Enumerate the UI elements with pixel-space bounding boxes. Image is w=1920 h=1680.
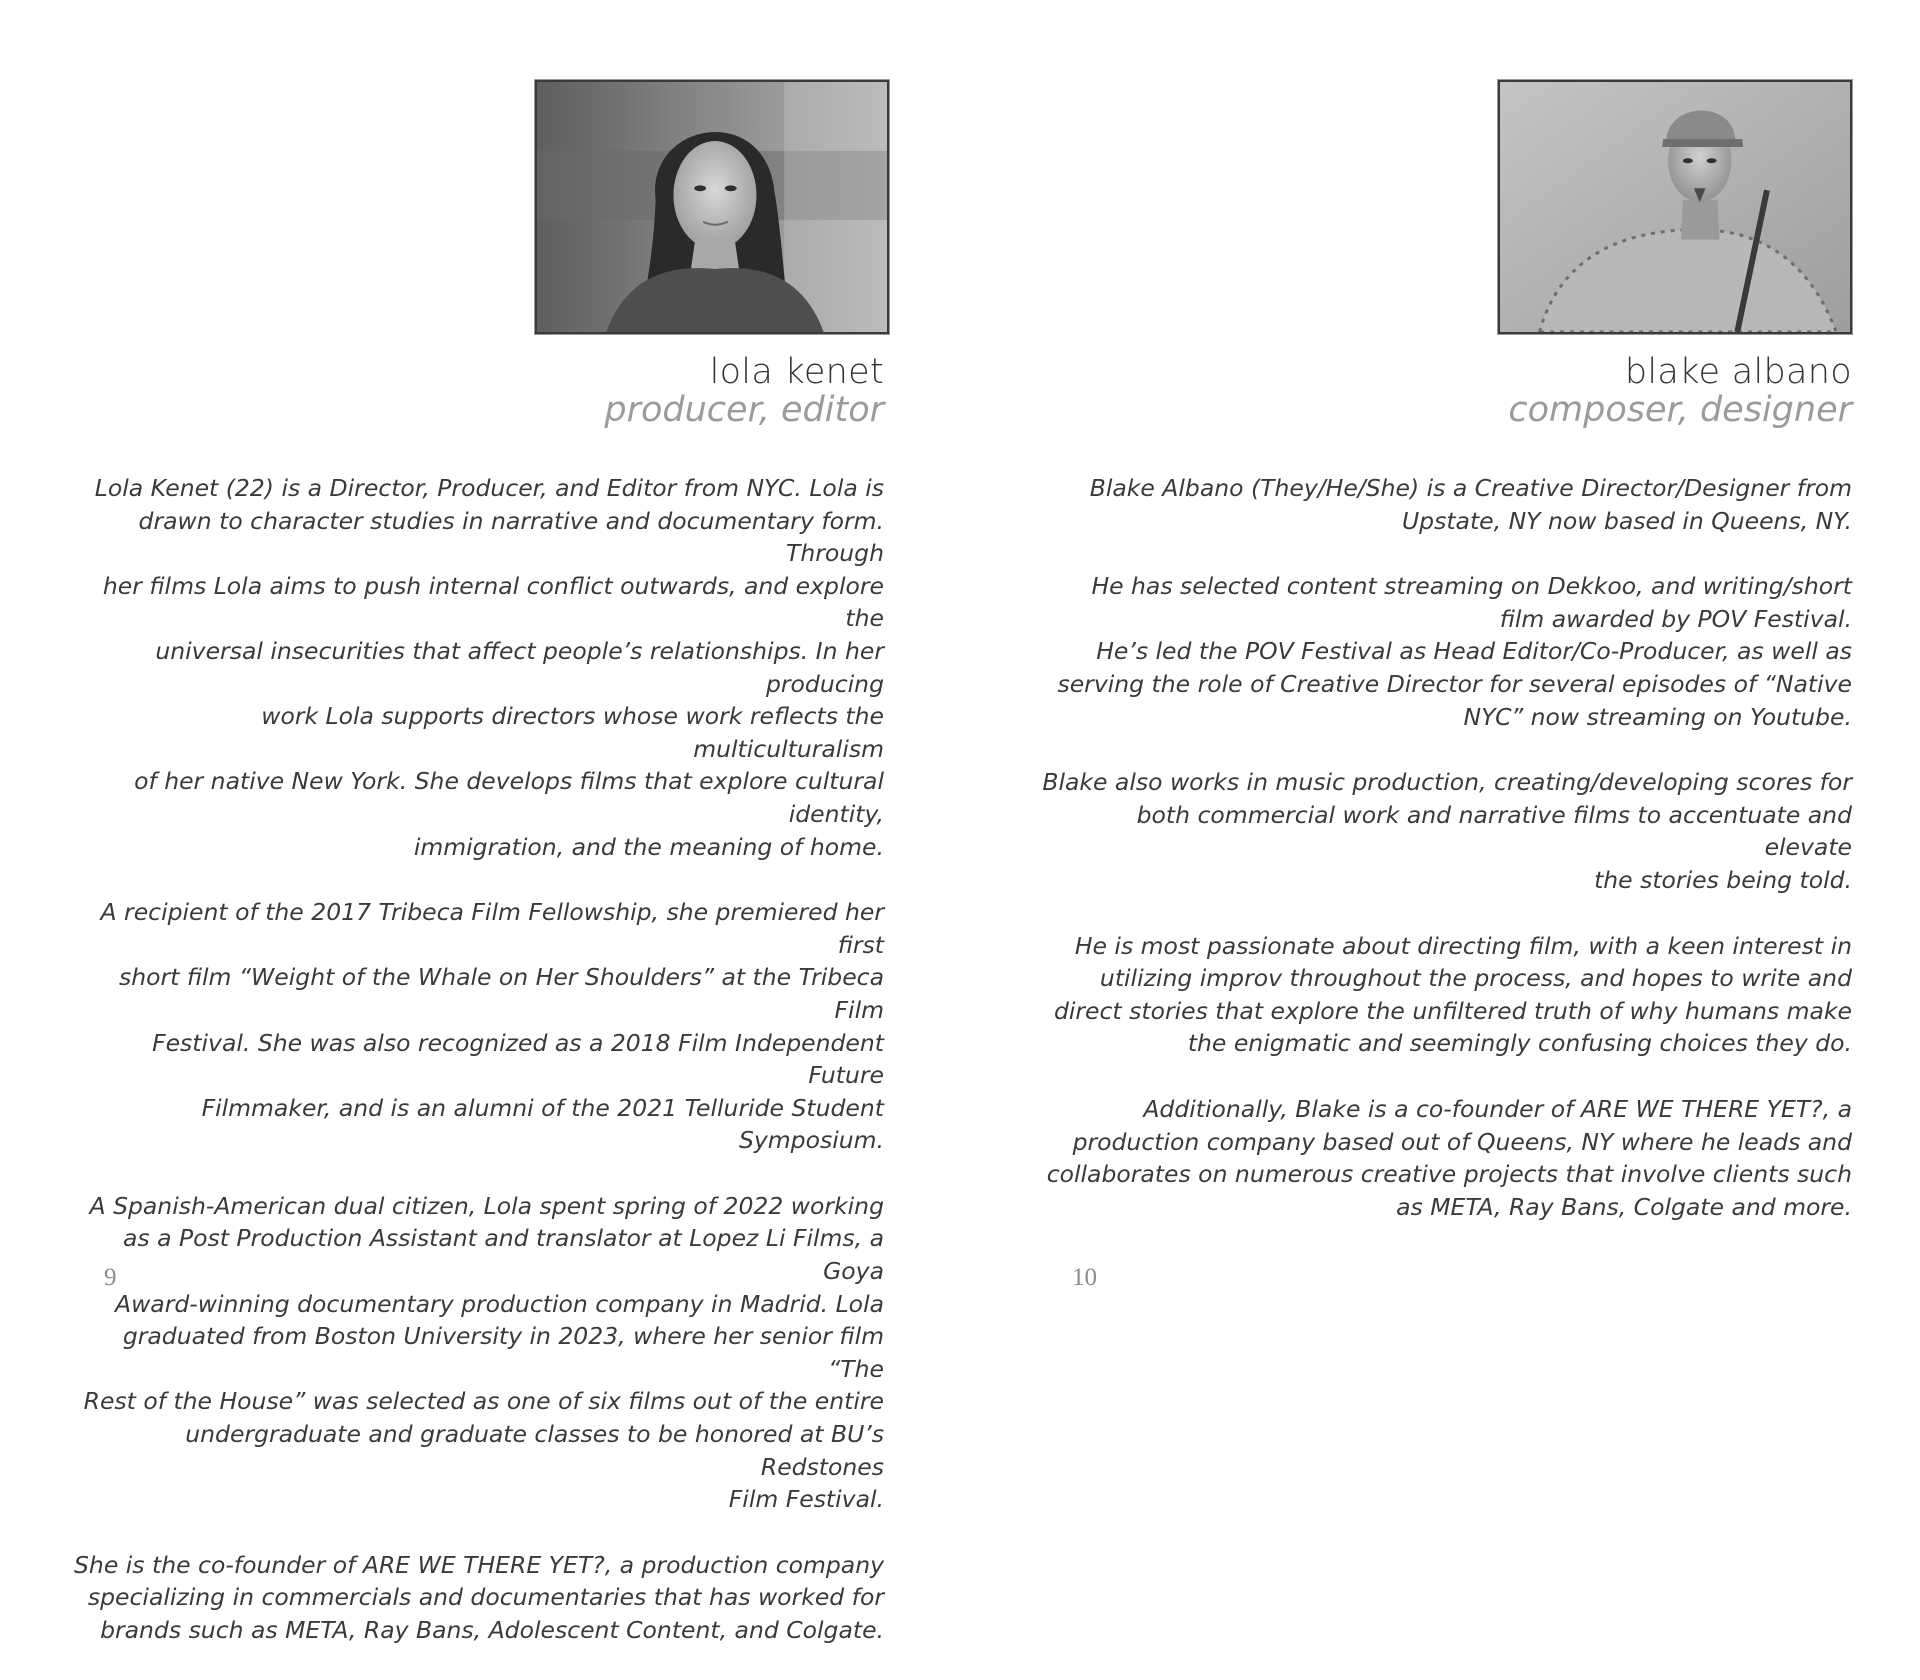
name-block — [1152, 352, 1852, 428]
biography — [1042, 472, 1852, 1256]
bio-paragraph: He has selected content streaming on Dekkoo, and writing/short film awarded by POV Festival. He’s led the POV Festival as Head Editor/Co-Producer, as well as serving the role of Creative Director for several episodes of “Native NYC” now streaming on Youtube. — [1057, 572, 1852, 731]
page-number: 9 — [104, 1264, 117, 1291]
bio-paragraph: A Spanish-American dual citizen, Lola spent spring of 2022 working as a Post Production Assistant and translator at Lopez Li Films, a Goya Award-winning documentary production company in Madrid. Lola graduated from Boston University in 2023, where her senior film “The Rest of the House” was selected as one of six films out of the entire undergraduate and graduate classes to be honored at BU’s Redstones Film Festival. — [83, 1191, 884, 1514]
bio-paragraph: She is the co-founder of ARE WE THERE YET?, a production company specializing in commercials and documentaries that has worked for brands such as META, Ray Bans, Adolescent Content, and Colgate. — [74, 1550, 884, 1644]
page-number: 10 — [1072, 1264, 1097, 1291]
lola-kenet-portrait-photo — [535, 80, 889, 334]
person-name: lola kenet — [709, 352, 884, 392]
bio-paragraph: Blake also works in music production, creating/developing scores for both commercial work and narrative films to accentuate and elevate the stories being told. — [1042, 768, 1852, 894]
blake-albano-portrait-photo — [1498, 80, 1852, 334]
person-role: composer, designer — [1508, 390, 1852, 430]
name-block — [184, 352, 884, 428]
left-page — [0, 0, 960, 1644]
person-role: producer, editor — [604, 390, 884, 430]
portrait-photo-icon — [537, 82, 887, 332]
right-page — [960, 0, 1920, 1362]
bio-paragraph: He is most passionate about directing film, with a keen interest in utilizing improv throughout the process, and hopes to write and direct stories that explore the unfiltered truth of why humans make the enigmatic and seemingly confusing choices they do. — [1053, 931, 1852, 1058]
portrait-photo-icon — [1500, 82, 1850, 332]
bio-paragraph: Additionally, Blake is a co-founder of ARE WE THERE YET?, a production company based out of Queens, NY where he leads and collaborates on numerous creative projects that involve clients such as META, Ray Bans, Colgate and more. — [1046, 1094, 1852, 1221]
person-name: blake albano — [1624, 352, 1852, 392]
biography — [74, 472, 884, 1680]
bio-paragraph: A recipient of the 2017 Tribeca Film Fellowship, she premiered her first short film “Weight of the Whale on Her Shoulders” at the Tribeca Film Festival. She was also recognized as a 2018 Film Independent Future Filmmaker, and is an alumni of the 2021 Telluride Student Symposium. — [100, 898, 884, 1155]
bio-paragraph: Lola Kenet (22) is a Director, Producer, and Editor from NYC. Lola is drawn to character studies in narrative and documentary form. Through her films Lola aims to push internal conflict outwards, and explore the universal insecurities that affect people’s relationships. In her producing work Lola supports directors whose work reflects the multiculturalism of her native New York. She develops films that explore cultural identity, immigration, and the meaning of home. — [94, 474, 884, 861]
bio-paragraph: Blake Albano (They/He/She) is a Creative Director/Designer from Upstate, NY now based in Queens, NY. — [1089, 474, 1852, 535]
